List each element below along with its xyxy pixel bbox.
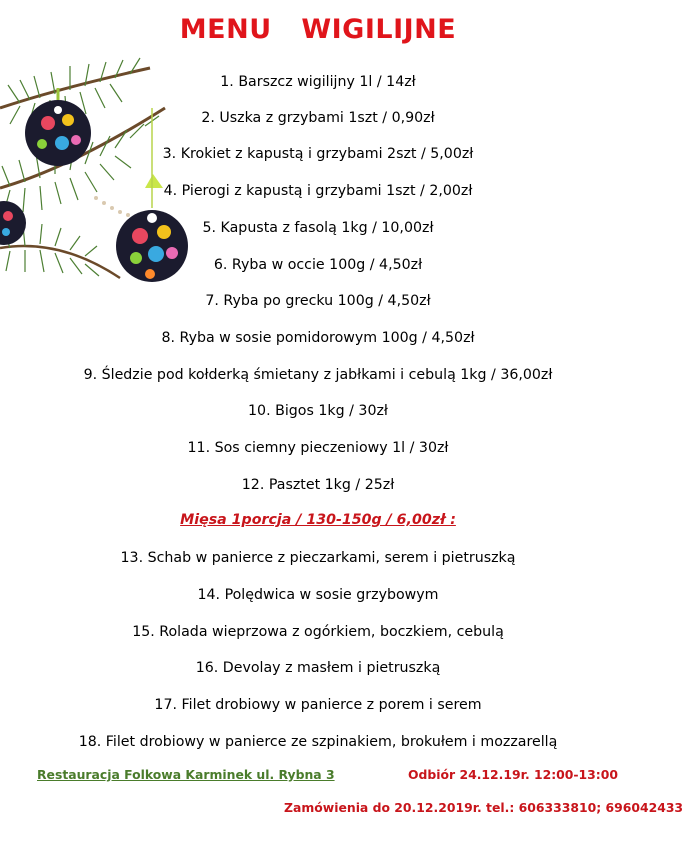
restaurant-address: Restauracja Folkowa Karminek ul. Rybna 3 (37, 767, 335, 782)
meat-item: 16. Devolay z masłem i pietruszką (195, 660, 441, 676)
menu-item: 6. Ryba w occie 100g / 4,50zł (213, 257, 423, 273)
meat-item: 18. Filet drobiowy w panierce ze szpinakiem, brokułem i mozzarellą (78, 734, 558, 750)
menu-item: 1. Barszcz wigilijny 1l / 14zł (220, 74, 416, 90)
pickup-time: Odbiór 24.12.19r. 12:00-13:00 (408, 767, 618, 782)
menu-item: 7. Ryba po grecku 100g / 4,50zł (205, 293, 431, 309)
menu-item: 8. Ryba w sosie pomidorowym 100g / 4,50zł (161, 330, 475, 346)
menu-item: 10. Bigos 1kg / 30zł (248, 403, 388, 419)
menu-item: 11. Sos ciemny pieczeniowy 1l / 30zł (187, 440, 449, 456)
meat-section-header: Mięsa 1porcja / 130-150g / 6,00zł : (180, 512, 456, 528)
menu-item: 4. Pierogi z kapustą i grzybami 1szt / 2,00zł (163, 183, 473, 199)
menu-item: 2. Uszka z grzybami 1szt / 0,90zł (201, 110, 435, 126)
meat-item: 14. Polędwica w sosie grzybowym (197, 587, 439, 603)
menu-item: 12. Pasztet 1kg / 25zł (241, 477, 395, 493)
meat-item: 13. Schab w panierce z pieczarkami, serem i pietruszką (120, 550, 516, 566)
menu-item: 9. Śledzie pod kołderką śmietany z jabłkami i cebulą 1kg / 36,00zł (83, 367, 553, 383)
menu-item: 5. Kapusta z fasolą 1kg / 10,00zł (202, 220, 434, 236)
meat-item: 15. Rolada wieprzowa z ogórkiem, boczkiem, cebulą (132, 624, 504, 640)
menu-item: 3. Krokiet z kapustą i grzybami 2szt / 5,00zł (162, 146, 474, 162)
meat-item: 17. Filet drobiowy w panierce z porem i serem (154, 697, 482, 713)
menu-title: MENU WIGILIJNE (179, 14, 457, 45)
order-deadline-phone: Zamówienia do 20.12.2019r. tel.: 606333810; 696042433 (284, 800, 683, 815)
